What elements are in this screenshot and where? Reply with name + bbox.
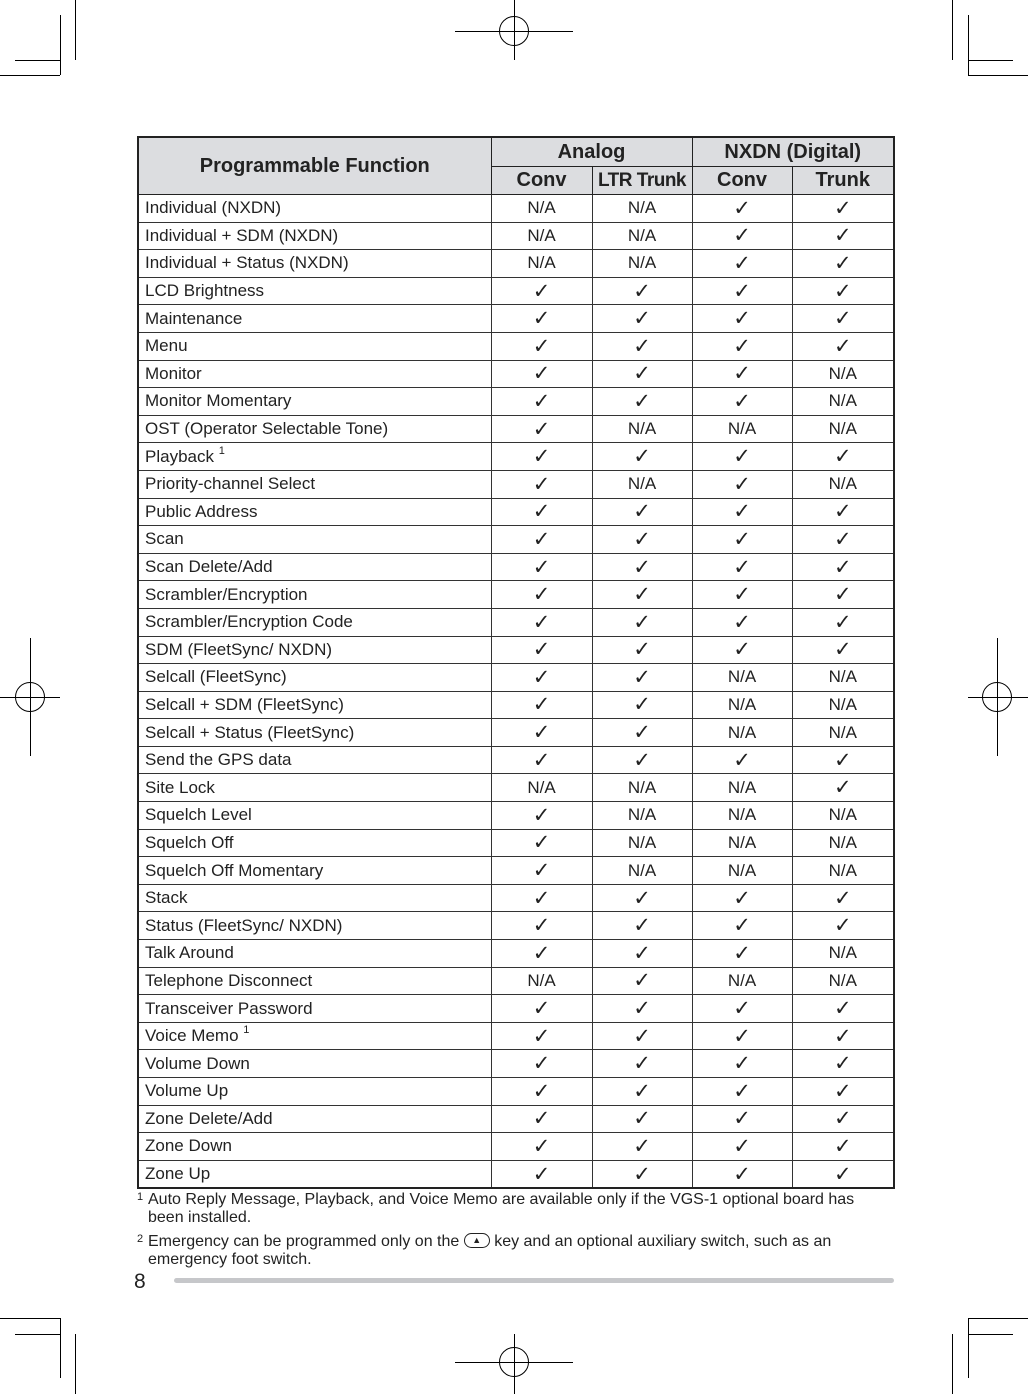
cell-analog-conv: ✓ bbox=[491, 1078, 592, 1106]
cell-nxdn-conv: ✓ bbox=[692, 1160, 792, 1188]
table-row bbox=[138, 1160, 894, 1188]
function-name-cell bbox=[138, 719, 491, 747]
cell-nxdn-conv: ✓ bbox=[692, 1050, 792, 1078]
cell-analog-conv: N/A bbox=[491, 222, 592, 250]
function-name-cell bbox=[138, 360, 491, 388]
cell-nxdn-trunk: ✓ bbox=[792, 277, 894, 305]
cell-analog-ltr-trunk: ✓ bbox=[592, 526, 692, 554]
cell-analog-conv: N/A bbox=[491, 195, 592, 223]
cell-analog-conv: ✓ bbox=[491, 305, 592, 333]
cell-analog-ltr-trunk: ✓ bbox=[592, 1050, 692, 1078]
header-programmable-function: Programmable Function bbox=[138, 137, 491, 195]
footnotes bbox=[137, 1191, 893, 1275]
cell-analog-ltr-trunk: ✓ bbox=[592, 636, 692, 664]
cell-analog-conv: ✓ bbox=[491, 1160, 592, 1188]
function-name: Playback bbox=[145, 446, 214, 466]
cell-analog-conv: ✓ bbox=[491, 802, 592, 830]
cell-nxdn-conv: ✓ bbox=[692, 912, 792, 940]
function-name-cell bbox=[138, 195, 491, 223]
cell-analog-conv: ✓ bbox=[491, 360, 592, 388]
function-name: Zone Up bbox=[145, 1164, 211, 1184]
cell-nxdn-trunk: ✓ bbox=[792, 250, 894, 278]
function-name: Individual + SDM (NXDN) bbox=[145, 225, 339, 245]
cell-analog-conv: ✓ bbox=[491, 912, 592, 940]
cell-analog-ltr-trunk: N/A bbox=[592, 250, 692, 278]
cell-analog-ltr-trunk: N/A bbox=[592, 470, 692, 498]
function-name-cell bbox=[138, 305, 491, 333]
cell-analog-ltr-trunk: ✓ bbox=[592, 498, 692, 526]
cell-nxdn-trunk: ✓ bbox=[792, 608, 894, 636]
function-name-cell bbox=[138, 1078, 491, 1106]
cell-analog-conv: ✓ bbox=[491, 940, 592, 968]
cell-nxdn-trunk: ✓ bbox=[792, 1133, 894, 1161]
cell-nxdn-trunk: N/A bbox=[792, 940, 894, 968]
function-name-cell bbox=[138, 802, 491, 830]
table-row bbox=[138, 581, 894, 609]
function-name: Squelch Off Momentary bbox=[145, 860, 324, 880]
function-name-cell bbox=[138, 388, 491, 416]
cell-analog-conv: ✓ bbox=[491, 884, 592, 912]
cell-nxdn-trunk: ✓ bbox=[792, 553, 894, 581]
function-name: Public Address bbox=[145, 501, 258, 521]
function-name: Selcall + Status (FleetSync) bbox=[145, 722, 355, 742]
function-name-cell bbox=[138, 912, 491, 940]
cell-nxdn-conv: N/A bbox=[692, 829, 792, 857]
cell-nxdn-trunk: ✓ bbox=[792, 1022, 894, 1050]
function-name-cell bbox=[138, 1050, 491, 1078]
function-name-cell bbox=[138, 967, 491, 995]
function-name: Site Lock bbox=[145, 777, 215, 797]
function-name: Maintenance bbox=[145, 308, 243, 328]
cell-nxdn-conv: ✓ bbox=[692, 1105, 792, 1133]
table-row bbox=[138, 443, 894, 471]
cell-nxdn-trunk: ✓ bbox=[792, 195, 894, 223]
function-name: Monitor bbox=[145, 363, 202, 383]
cell-analog-ltr-trunk: ✓ bbox=[592, 553, 692, 581]
table-row bbox=[138, 995, 894, 1023]
cell-nxdn-trunk: N/A bbox=[792, 360, 894, 388]
cell-nxdn-trunk: N/A bbox=[792, 829, 894, 857]
function-name-cell bbox=[138, 553, 491, 581]
table-row bbox=[138, 884, 894, 912]
programmable-function-table bbox=[137, 136, 895, 1189]
cell-nxdn-trunk: ✓ bbox=[792, 581, 894, 609]
cell-analog-ltr-trunk: ✓ bbox=[592, 305, 692, 333]
table-row bbox=[138, 1133, 894, 1161]
table-row bbox=[138, 250, 894, 278]
function-name-cell bbox=[138, 1160, 491, 1188]
table-row bbox=[138, 636, 894, 664]
cell-analog-conv: ✓ bbox=[491, 691, 592, 719]
cell-analog-ltr-trunk: ✓ bbox=[592, 581, 692, 609]
table-row bbox=[138, 967, 894, 995]
function-name: SDM (FleetSync/ NXDN) bbox=[145, 639, 333, 659]
cell-analog-conv: ✓ bbox=[491, 1105, 592, 1133]
cell-nxdn-trunk: ✓ bbox=[792, 222, 894, 250]
table-row bbox=[138, 277, 894, 305]
table-row bbox=[138, 498, 894, 526]
footnote-reference: 1 bbox=[218, 444, 225, 457]
cell-nxdn-trunk: ✓ bbox=[792, 1105, 894, 1133]
footnote-2-text-before: Emergency can be programmed only on the bbox=[148, 1233, 460, 1250]
cell-nxdn-conv: ✓ bbox=[692, 608, 792, 636]
cell-nxdn-conv: ✓ bbox=[692, 526, 792, 554]
function-name: Individual + Status (NXDN) bbox=[145, 253, 349, 273]
programmable-function-table-container bbox=[137, 136, 893, 1189]
cell-analog-conv: ✓ bbox=[491, 277, 592, 305]
cell-nxdn-trunk: ✓ bbox=[792, 305, 894, 333]
cell-analog-conv: ✓ bbox=[491, 719, 592, 747]
cell-analog-conv: N/A bbox=[491, 774, 592, 802]
cell-analog-conv: ✓ bbox=[491, 553, 592, 581]
cell-nxdn-conv: ✓ bbox=[692, 277, 792, 305]
cell-nxdn-conv: N/A bbox=[692, 719, 792, 747]
table-row bbox=[138, 912, 894, 940]
cell-analog-conv: N/A bbox=[491, 967, 592, 995]
function-name-cell bbox=[138, 415, 491, 443]
cell-analog-conv: ✓ bbox=[491, 498, 592, 526]
table-row bbox=[138, 526, 894, 554]
function-name: Squelch Level bbox=[145, 805, 252, 825]
cell-nxdn-trunk: N/A bbox=[792, 388, 894, 416]
cell-analog-ltr-trunk: N/A bbox=[592, 415, 692, 443]
function-name-cell bbox=[138, 581, 491, 609]
cell-nxdn-conv: ✓ bbox=[692, 443, 792, 471]
cell-analog-ltr-trunk: ✓ bbox=[592, 332, 692, 360]
function-name-cell bbox=[138, 332, 491, 360]
table-row bbox=[138, 1050, 894, 1078]
cell-analog-conv: ✓ bbox=[491, 1050, 592, 1078]
function-name: Volume Up bbox=[145, 1081, 229, 1101]
cell-nxdn-trunk: ✓ bbox=[792, 884, 894, 912]
cell-nxdn-conv: ✓ bbox=[692, 1022, 792, 1050]
table-row bbox=[138, 470, 894, 498]
cell-analog-conv: ✓ bbox=[491, 857, 592, 885]
cell-nxdn-trunk: ✓ bbox=[792, 1050, 894, 1078]
function-name: LCD Brightness bbox=[145, 281, 265, 301]
cell-nxdn-conv: ✓ bbox=[692, 250, 792, 278]
cell-analog-conv: N/A bbox=[491, 250, 592, 278]
function-name-cell bbox=[138, 940, 491, 968]
function-name-cell bbox=[138, 222, 491, 250]
cell-analog-ltr-trunk: ✓ bbox=[592, 664, 692, 692]
function-name: Monitor Momentary bbox=[145, 391, 292, 411]
function-name: Menu bbox=[145, 336, 188, 356]
cell-nxdn-conv: ✓ bbox=[692, 884, 792, 912]
cell-analog-ltr-trunk: ✓ bbox=[592, 360, 692, 388]
footnote-2-marker: 2 bbox=[137, 1233, 144, 1245]
cell-analog-ltr-trunk: ✓ bbox=[592, 1133, 692, 1161]
header-analog: Analog bbox=[491, 137, 692, 167]
table-row bbox=[138, 305, 894, 333]
footnote-2-body bbox=[148, 1233, 893, 1269]
cell-nxdn-conv: ✓ bbox=[692, 222, 792, 250]
function-name: OST (Operator Selectable Tone) bbox=[145, 419, 389, 439]
function-name-cell bbox=[138, 636, 491, 664]
cell-nxdn-conv: N/A bbox=[692, 664, 792, 692]
function-name: Voice Memo bbox=[145, 1026, 239, 1046]
cell-nxdn-trunk: ✓ bbox=[792, 1078, 894, 1106]
footnote-2 bbox=[137, 1233, 893, 1269]
cell-analog-ltr-trunk: N/A bbox=[592, 774, 692, 802]
function-name: Status (FleetSync/ NXDN) bbox=[145, 915, 343, 935]
cell-analog-ltr-trunk: ✓ bbox=[592, 1022, 692, 1050]
table-row bbox=[138, 829, 894, 857]
cell-nxdn-conv: ✓ bbox=[692, 940, 792, 968]
cell-analog-ltr-trunk: ✓ bbox=[592, 277, 692, 305]
function-name-cell bbox=[138, 470, 491, 498]
table-row bbox=[138, 802, 894, 830]
header-analog-conv: Conv bbox=[491, 167, 592, 195]
table-row bbox=[138, 774, 894, 802]
cell-nxdn-trunk: ✓ bbox=[792, 636, 894, 664]
table-row bbox=[138, 857, 894, 885]
cell-analog-conv: ✓ bbox=[491, 746, 592, 774]
footnote-reference: 1 bbox=[243, 1024, 250, 1037]
function-name: Scrambler/Encryption Code bbox=[145, 612, 353, 632]
function-name-cell bbox=[138, 498, 491, 526]
function-name-cell bbox=[138, 1022, 491, 1050]
cell-nxdn-conv: ✓ bbox=[692, 332, 792, 360]
cell-nxdn-trunk: ✓ bbox=[792, 443, 894, 471]
function-name-cell bbox=[138, 857, 491, 885]
function-name: Scan Delete/Add bbox=[145, 557, 273, 577]
table-row bbox=[138, 746, 894, 774]
cell-analog-ltr-trunk: ✓ bbox=[592, 912, 692, 940]
function-name-cell bbox=[138, 1133, 491, 1161]
table-row bbox=[138, 719, 894, 747]
cell-nxdn-trunk: ✓ bbox=[792, 774, 894, 802]
cell-nxdn-trunk: ✓ bbox=[792, 526, 894, 554]
cell-analog-ltr-trunk: N/A bbox=[592, 802, 692, 830]
function-name-cell bbox=[138, 746, 491, 774]
cell-nxdn-conv: N/A bbox=[692, 802, 792, 830]
cell-analog-ltr-trunk: ✓ bbox=[592, 1160, 692, 1188]
cell-analog-conv: ✓ bbox=[491, 608, 592, 636]
cell-nxdn-conv: ✓ bbox=[692, 1133, 792, 1161]
function-name-cell bbox=[138, 1105, 491, 1133]
cell-nxdn-conv: ✓ bbox=[692, 195, 792, 223]
header-analog-ltr-trunk: LTR Trunk bbox=[592, 167, 692, 195]
cell-nxdn-trunk: N/A bbox=[792, 691, 894, 719]
table-row bbox=[138, 691, 894, 719]
cell-nxdn-trunk: ✓ bbox=[792, 332, 894, 360]
table-row bbox=[138, 553, 894, 581]
header-nxdn-trunk: Trunk bbox=[792, 167, 894, 195]
cell-nxdn-conv: ✓ bbox=[692, 360, 792, 388]
footnote-1-text: Auto Reply Message, Playback, and Voice Memo are available only if the VGS-1 optional board has been installed. bbox=[148, 1191, 855, 1226]
cell-nxdn-trunk: N/A bbox=[792, 719, 894, 747]
table-row bbox=[138, 1022, 894, 1050]
function-name: Volume Down bbox=[145, 1053, 250, 1073]
cell-nxdn-trunk: ✓ bbox=[792, 498, 894, 526]
cell-analog-ltr-trunk: ✓ bbox=[592, 940, 692, 968]
cell-analog-ltr-trunk: ✓ bbox=[592, 691, 692, 719]
cell-nxdn-conv: ✓ bbox=[692, 305, 792, 333]
function-name-cell bbox=[138, 995, 491, 1023]
function-name: Stack bbox=[145, 888, 188, 908]
cell-nxdn-trunk: ✓ bbox=[792, 995, 894, 1023]
table-row bbox=[138, 940, 894, 968]
header-nxdn-conv: Conv bbox=[692, 167, 792, 195]
cell-nxdn-trunk: ✓ bbox=[792, 912, 894, 940]
function-name-cell bbox=[138, 250, 491, 278]
cell-analog-conv: ✓ bbox=[491, 332, 592, 360]
header-nxdn-digital: NXDN (Digital) bbox=[692, 137, 894, 167]
cell-nxdn-conv: ✓ bbox=[692, 746, 792, 774]
cell-analog-ltr-trunk: ✓ bbox=[592, 443, 692, 471]
table-row bbox=[138, 1078, 894, 1106]
cell-nxdn-conv: ✓ bbox=[692, 553, 792, 581]
function-name-cell bbox=[138, 829, 491, 857]
cell-nxdn-trunk: N/A bbox=[792, 470, 894, 498]
function-name-cell bbox=[138, 774, 491, 802]
cell-nxdn-trunk: N/A bbox=[792, 415, 894, 443]
table-row bbox=[138, 388, 894, 416]
cell-analog-conv: ✓ bbox=[491, 1022, 592, 1050]
function-name: Zone Down bbox=[145, 1136, 232, 1156]
cell-analog-ltr-trunk: N/A bbox=[592, 222, 692, 250]
table-row bbox=[138, 1105, 894, 1133]
function-name: Selcall + SDM (FleetSync) bbox=[145, 694, 344, 714]
function-table-body bbox=[138, 195, 894, 1189]
cell-nxdn-conv: N/A bbox=[692, 691, 792, 719]
function-name: Telephone Disconnect bbox=[145, 970, 313, 990]
cell-analog-conv: ✓ bbox=[491, 526, 592, 554]
table-row bbox=[138, 608, 894, 636]
cell-nxdn-conv: ✓ bbox=[692, 636, 792, 664]
cell-analog-ltr-trunk: ✓ bbox=[592, 1105, 692, 1133]
cell-analog-ltr-trunk: N/A bbox=[592, 829, 692, 857]
cell-analog-conv: ✓ bbox=[491, 581, 592, 609]
cell-nxdn-conv: N/A bbox=[692, 967, 792, 995]
cell-nxdn-conv: ✓ bbox=[692, 470, 792, 498]
cell-analog-conv: ✓ bbox=[491, 636, 592, 664]
cell-analog-conv: ✓ bbox=[491, 470, 592, 498]
cell-nxdn-conv: ✓ bbox=[692, 581, 792, 609]
function-name-cell bbox=[138, 884, 491, 912]
function-name-cell bbox=[138, 526, 491, 554]
cell-analog-ltr-trunk: N/A bbox=[592, 195, 692, 223]
cell-analog-ltr-trunk: ✓ bbox=[592, 719, 692, 747]
table-row bbox=[138, 664, 894, 692]
cell-analog-ltr-trunk: ✓ bbox=[592, 746, 692, 774]
function-name-cell bbox=[138, 443, 491, 471]
function-name: Squelch Off bbox=[145, 832, 234, 852]
cell-nxdn-conv: N/A bbox=[692, 857, 792, 885]
function-name: Individual (NXDN) bbox=[145, 198, 282, 218]
page-number: 8 bbox=[134, 1270, 146, 1293]
function-name-cell bbox=[138, 691, 491, 719]
function-name: Priority-channel Select bbox=[145, 474, 316, 494]
function-name: Talk Around bbox=[145, 943, 234, 963]
function-name-cell bbox=[138, 277, 491, 305]
cell-nxdn-conv: ✓ bbox=[692, 995, 792, 1023]
footnote-1-marker: 1 bbox=[137, 1191, 144, 1203]
function-name: Zone Delete/Add bbox=[145, 1108, 273, 1128]
cell-analog-ltr-trunk: N/A bbox=[592, 857, 692, 885]
cell-analog-ltr-trunk: ✓ bbox=[592, 967, 692, 995]
cell-nxdn-trunk: ✓ bbox=[792, 746, 894, 774]
cell-nxdn-trunk: N/A bbox=[792, 802, 894, 830]
cell-analog-conv: ✓ bbox=[491, 388, 592, 416]
cell-analog-conv: ✓ bbox=[491, 443, 592, 471]
cell-nxdn-trunk: N/A bbox=[792, 857, 894, 885]
cell-analog-ltr-trunk: ✓ bbox=[592, 995, 692, 1023]
cell-analog-conv: ✓ bbox=[491, 829, 592, 857]
cell-nxdn-conv: ✓ bbox=[692, 1078, 792, 1106]
cell-analog-ltr-trunk: ✓ bbox=[592, 608, 692, 636]
cell-nxdn-conv: N/A bbox=[692, 774, 792, 802]
cell-nxdn-conv: N/A bbox=[692, 415, 792, 443]
cell-analog-conv: ✓ bbox=[491, 1133, 592, 1161]
function-name: Selcall (FleetSync) bbox=[145, 667, 287, 687]
function-name: Send the GPS data bbox=[145, 750, 292, 770]
cell-nxdn-conv: ✓ bbox=[692, 388, 792, 416]
footnote-1 bbox=[137, 1191, 893, 1227]
table-row bbox=[138, 222, 894, 250]
cell-nxdn-trunk: N/A bbox=[792, 664, 894, 692]
cell-analog-ltr-trunk: ✓ bbox=[592, 388, 692, 416]
cell-analog-conv: ✓ bbox=[491, 664, 592, 692]
function-name-cell bbox=[138, 664, 491, 692]
emergency-key-icon: ▲ bbox=[464, 1233, 490, 1248]
cell-analog-conv: ✓ bbox=[491, 415, 592, 443]
table-row bbox=[138, 195, 894, 223]
table-row bbox=[138, 415, 894, 443]
cell-analog-conv: ✓ bbox=[491, 995, 592, 1023]
function-name: Scrambler/Encryption bbox=[145, 584, 308, 604]
function-name: Transceiver Password bbox=[145, 998, 313, 1018]
table-row bbox=[138, 360, 894, 388]
footnote-2-text-after: key and an optional auxiliary switch, such as an emergency foot switch. bbox=[148, 1233, 832, 1268]
page-footer-rule bbox=[174, 1278, 894, 1283]
function-name-cell bbox=[138, 608, 491, 636]
function-name: Scan bbox=[145, 529, 184, 549]
cell-nxdn-conv: ✓ bbox=[692, 498, 792, 526]
cell-analog-ltr-trunk: ✓ bbox=[592, 884, 692, 912]
cell-analog-ltr-trunk: ✓ bbox=[592, 1078, 692, 1106]
cell-nxdn-trunk: N/A bbox=[792, 967, 894, 995]
table-row bbox=[138, 332, 894, 360]
cell-nxdn-trunk: ✓ bbox=[792, 1160, 894, 1188]
